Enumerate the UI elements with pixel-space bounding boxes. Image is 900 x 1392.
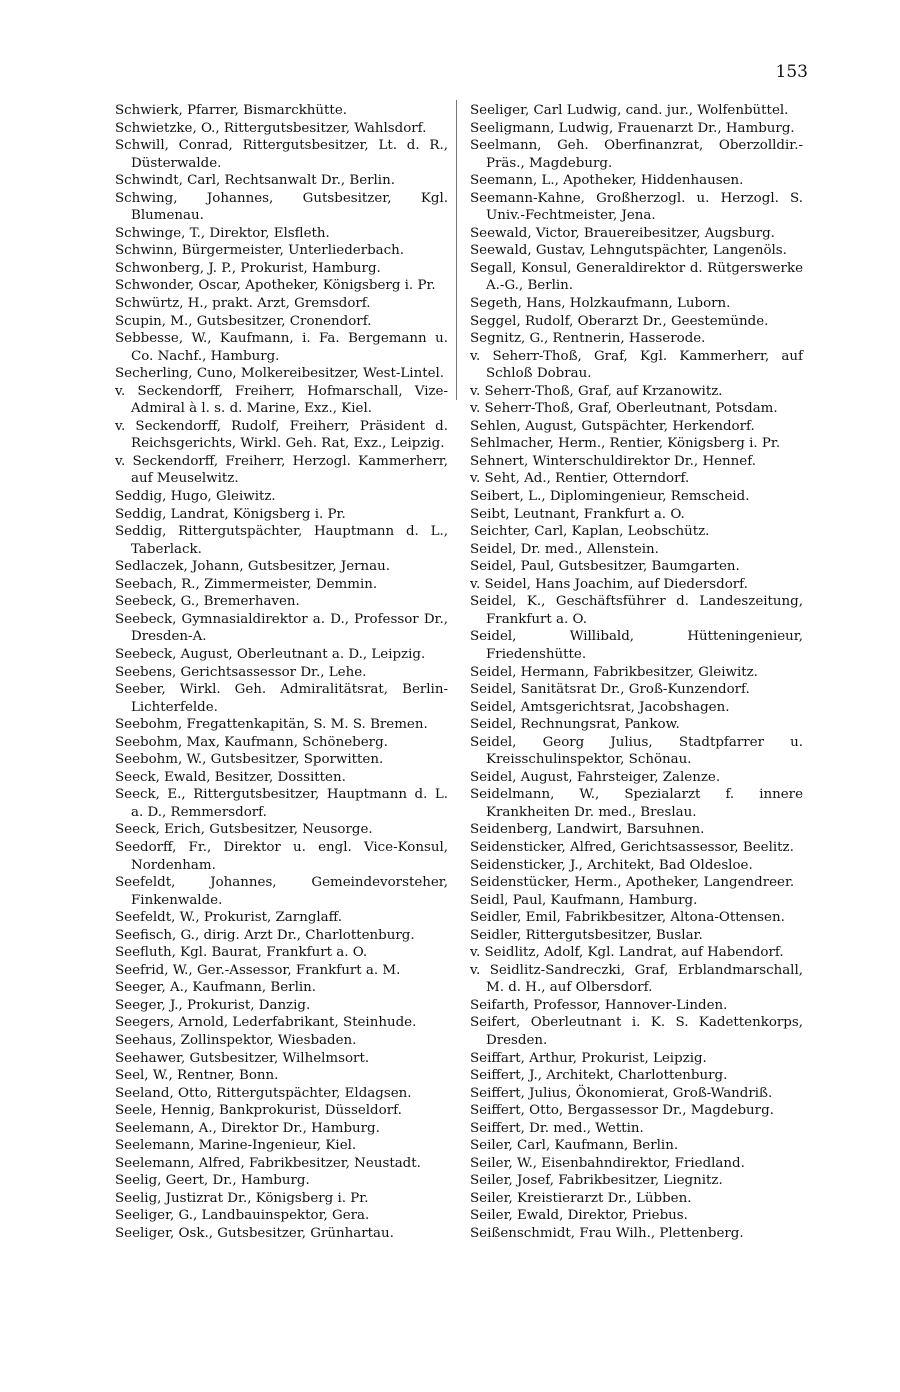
- directory-entry: Seidensticker, J., Architekt, Bad Oldesloe.: [470, 857, 753, 873]
- directory-entry: Seegers, Arnold, Lederfabrikant, Steinhude.: [115, 1015, 417, 1031]
- directory-entry: Seidel, K., Geschäftsführer d. Landeszeitung, Frankfurt a. O.: [470, 594, 803, 627]
- directory-entry: Seeber, Wirkl. Geh. Admiralitätsrat, Berlin-Lichterfelde.: [115, 682, 448, 715]
- directory-entry: v. Seherr-Thoß, Graf, Kgl. Kammerherr, auf Schloß Dobrau.: [470, 348, 803, 382]
- directory-entry: Seeger, A., Kaufmann, Berlin.: [115, 980, 317, 996]
- directory-entry: Secherling, Cuno, Molkereibesitzer, West-Lintel.: [115, 366, 445, 382]
- directory-entry: Seeliger, Carl Ludwig, cand. jur., Wolfenbüttel.: [470, 103, 789, 118]
- directory-entry: Seeger, J., Prokurist, Danzig.: [115, 997, 311, 1013]
- directory-entry: Seddig, Rittergutspächter, Hauptmann d. L., Taberlack.: [115, 524, 448, 557]
- directory-entry: v. Seckendorff, Freiherr, Herzogl. Kammerherr, auf Meuselwitz.: [115, 453, 448, 487]
- directory-entry: Seidel, Amtsgerichtsrat, Jacobshagen.: [470, 699, 730, 715]
- directory-entry: Seebeck, Gymnasialdirektor a. D., Professor Dr., Dresden-A.: [115, 611, 448, 645]
- directory-entry: Schwürtz, H., prakt. Arzt, Gremsdorf.: [115, 296, 371, 312]
- directory-entry: Seebohm, W., Gutsbesitzer, Sporwitten.: [115, 752, 384, 768]
- directory-entry: Seifert, Oberleutnant i. K. S. Kadettenkorps, Dresden.: [470, 1015, 803, 1048]
- directory-entry: Seefluth, Kgl. Baurat, Frankfurt a. O.: [115, 945, 368, 961]
- directory-entry: Seidelmann, W., Spezialarzt f. innere Krankheiten Dr. med., Breslau.: [470, 787, 803, 820]
- directory-entry: Seidel, Sanitätsrat Dr., Groß-Kunzendorf.: [470, 682, 750, 698]
- directory-entry: Schwonder, Oscar, Apotheker, Königsberg i. Pr.: [115, 278, 436, 294]
- directory-entry: Seebohm, Max, Kaufmann, Schöneberg.: [115, 734, 388, 750]
- directory-entry: Seiffert, Julius, Ökonomierat, Groß-Wandriß.: [470, 1085, 773, 1101]
- directory-entry: Segall, Konsul, Generaldirektor d. Rütgerswerke A.-G., Berlin.: [470, 260, 803, 294]
- right-column: [470, 102, 803, 1243]
- directory-entry: Schwonberg, J. P., Prokurist, Hamburg.: [115, 260, 381, 276]
- directory-entry: Seiler, Ewald, Direktor, Priebus.: [470, 1208, 688, 1224]
- directory-entry: Seebeck, August, Oberleutnant a. D., Leipzig.: [115, 646, 426, 662]
- directory-entry: Seelemann, Marine-Ingenieur, Kiel.: [115, 1138, 357, 1154]
- directory-entry: v. Seckendorff, Rudolf, Freiherr, Präsident d. Reichsgerichts, Wirkl. Geh. Rat, Exz., Leipzig.: [115, 418, 448, 452]
- directory-entry: Schwing, Johannes, Gutsbesitzer, Kgl. Blumenau.: [115, 190, 448, 224]
- directory-entry: Seelig, Geert, Dr., Hamburg.: [115, 1173, 310, 1189]
- directory-entry: Seibert, L., Diplomingenieur, Remscheid.: [470, 489, 750, 505]
- page-number: 153: [775, 62, 808, 82]
- directory-entry: Seiler, Josef, Fabrikbesitzer, Liegnitz.: [470, 1173, 723, 1189]
- directory-entry: Seidler, Rittergutsbesitzer, Buslar.: [470, 927, 703, 943]
- directory-entry: Segeth, Hans, Holzkaufmann, Luborn.: [470, 296, 731, 312]
- directory-entry: Seehaus, Zollinspektor, Wiesbaden.: [115, 1032, 357, 1048]
- directory-entry: Sehlen, August, Gutspächter, Herkendorf.: [470, 418, 755, 434]
- directory-entry: Seelig, Justizrat Dr., Königsberg i. Pr.: [115, 1190, 369, 1206]
- directory-entry: Seelemann, A., Direktor Dr., Hamburg.: [115, 1120, 380, 1136]
- directory-entry: Seidenberg, Landwirt, Barsuhnen.: [470, 822, 705, 838]
- directory-entry: Seebens, Gerichtsassessor Dr., Lehe.: [115, 664, 367, 680]
- directory-entry: Schwierk, Pfarrer, Bismarckhütte.: [115, 103, 347, 118]
- directory-entry: Seehawer, Gutsbesitzer, Wilhelmsort.: [115, 1050, 370, 1066]
- directory-entry: v. Seidel, Hans Joachim, auf Diedersdorf.: [470, 576, 748, 592]
- directory-entry: Seifarth, Professor, Hannover-Linden.: [470, 997, 728, 1013]
- directory-entry: Seiffert, Otto, Bergassessor Dr., Magdeburg.: [470, 1103, 774, 1119]
- directory-entry: Sehlmacher, Herm., Rentier, Königsberg i. Pr.: [470, 436, 781, 452]
- left-column: [115, 102, 448, 1243]
- directory-entry: Seebach, R., Zimmermeister, Demmin.: [115, 576, 378, 592]
- directory-entry: Seefeldt, Johannes, Gemeindevorsteher, Finkenwalde.: [115, 875, 448, 908]
- directory-entry: Seemann, L., Apotheker, Hiddenhausen.: [470, 173, 744, 189]
- directory-entry: Seeliger, Osk., Gutsbesitzer, Grünhartau.: [115, 1226, 394, 1241]
- directory-entry: Seidel, Rechnungsrat, Pankow.: [470, 717, 680, 733]
- directory-entry: Sebbesse, W., Kaufmann, i. Fa. Bergemann u. Co. Nachf., Hamburg.: [115, 331, 448, 364]
- directory-entry: Sehnert, Winterschuldirektor Dr., Hennef.: [470, 453, 756, 469]
- directory-entry: Seidel, Willibald, Hütteningenieur, Friedenshütte.: [470, 629, 803, 662]
- directory-entry: Seewald, Gustav, Lehngutspächter, Langenöls.: [470, 243, 787, 259]
- directory-entry: Schwindt, Carl, Rechtsanwalt Dr., Berlin.: [115, 173, 395, 189]
- directory-entry: Seidel, August, Fahrsteiger, Zalenze.: [470, 769, 721, 785]
- directory-entry: Seeck, Erich, Gutsbesitzer, Neusorge.: [115, 822, 373, 838]
- directory-entry: Seidel, Dr. med., Allenstein.: [470, 541, 659, 557]
- directory-entry: Segnitz, G., Rentnerin, Hasserode.: [470, 331, 706, 347]
- directory-entry: Seeck, Ewald, Besitzer, Dossitten.: [115, 769, 346, 785]
- directory-entry: Seebeck, G., Bremerhaven.: [115, 594, 300, 610]
- directory-entry: Seel, W., Rentner, Bonn.: [115, 1068, 279, 1084]
- directory-entry: Seiler, Carl, Kaufmann, Berlin.: [470, 1138, 679, 1154]
- directory-entry: Seelemann, Alfred, Fabrikbesitzer, Neustadt.: [115, 1155, 421, 1171]
- directory-entry: Schwietzke, O., Rittergutsbesitzer, Wahlsdorf.: [115, 120, 427, 136]
- directory-entry: Seggel, Rudolf, Oberarzt Dr., Geestemünde.: [470, 313, 769, 329]
- directory-entry: Seidensticker, Alfred, Gerichtsassessor, Beelitz.: [470, 839, 794, 855]
- directory-entry: Seeck, E., Rittergutsbesitzer, Hauptmann d. L. a. D., Remmersdorf.: [115, 787, 448, 820]
- directory-entry: Seefeldt, W., Prokurist, Zarnglaff.: [115, 910, 342, 926]
- directory-entry: Seibt, Leutnant, Frankfurt a. O.: [470, 506, 685, 522]
- directory-entry: v. Seht, Ad., Rentier, Otterndorf.: [470, 471, 690, 487]
- directory-entry: Seewald, Victor, Brauereibesitzer, Augsburg.: [470, 225, 775, 241]
- directory-entry: Schwill, Conrad, Rittergutsbesitzer, Lt. d. R., Düsterwalde.: [115, 138, 448, 171]
- directory-entry: Seedorff, Fr., Direktor u. engl. Vice-Konsul, Nordenham.: [115, 839, 448, 873]
- directory-entry: Seiffert, J., Architekt, Charlottenburg.: [470, 1068, 728, 1084]
- directory-entry: Seebohm, Fregattenkapitän, S. M. S. Bremen.: [115, 717, 428, 733]
- directory-entry: Seidenstücker, Herm., Apotheker, Langendreer.: [470, 875, 795, 891]
- directory-entry: v. Seidlitz-Sandreczki, Graf, Erblandmarschall, M. d. H., auf Olbersdorf.: [470, 962, 803, 996]
- directory-entry: Schwinge, T., Direktor, Elsfleth.: [115, 225, 330, 241]
- directory-entry: Seichter, Carl, Kaplan, Leobschütz.: [470, 524, 710, 540]
- directory-entry: Seidl, Paul, Kaufmann, Hamburg.: [470, 892, 698, 908]
- directory-entry: Seddig, Hugo, Gleiwitz.: [115, 489, 276, 505]
- directory-entry: Seiffart, Arthur, Prokurist, Leipzig.: [470, 1050, 707, 1066]
- directory-entry: Seeland, Otto, Rittergutspächter, Eldagsen.: [115, 1085, 412, 1101]
- directory-entry: Seddig, Landrat, Königsberg i. Pr.: [115, 506, 346, 522]
- directory-entry: Scupin, M., Gutsbesitzer, Cronendorf.: [115, 313, 372, 329]
- directory-entry: Sedlaczek, Johann, Gutsbesitzer, Jernau.: [115, 559, 391, 575]
- directory-entry: Seidel, Georg Julius, Stadtpfarrer u. Kreisschulinspektor, Schönau.: [470, 734, 803, 768]
- column-divider: [456, 100, 457, 400]
- directory-entry: Seidler, Emil, Fabrikbesitzer, Altona-Ottensen.: [470, 910, 785, 926]
- directory-entry: v. Seherr-Thoß, Graf, auf Krzanowitz.: [470, 383, 723, 399]
- directory-entry: Seiffert, Dr. med., Wettin.: [470, 1120, 644, 1136]
- directory-entry: Seefisch, G., dirig. Arzt Dr., Charlottenburg.: [115, 927, 415, 943]
- directory-entry: v. Seherr-Thoß, Graf, Oberleutnant, Potsdam.: [470, 401, 778, 417]
- directory-entry: Seißenschmidt, Frau Wilh., Plettenberg.: [470, 1226, 744, 1241]
- directory-entry: Seiler, W., Eisenbahndirektor, Friedland.: [470, 1155, 745, 1171]
- directory-entry: Seidel, Hermann, Fabrikbesitzer, Gleiwitz.: [470, 664, 758, 680]
- directory-entry: Seeligmann, Ludwig, Frauenarzt Dr., Hamburg.: [470, 120, 795, 136]
- directory-entry: Seele, Hennig, Bankprokurist, Düsseldorf.: [115, 1103, 402, 1119]
- directory-entry: v. Seidlitz, Adolf, Kgl. Landrat, auf Habendorf.: [470, 945, 784, 961]
- directory-entry: v. Seckendorff, Freiherr, Hofmarschall, Vize-Admiral à l. s. d. Marine, Exz., Kiel.: [115, 383, 448, 417]
- directory-entry: Seiler, Kreistierarzt Dr., Lübben.: [470, 1190, 692, 1206]
- directory-entry: Seeliger, G., Landbauinspektor, Gera.: [115, 1208, 370, 1224]
- directory-entry: Seidel, Paul, Gutsbesitzer, Baumgarten.: [470, 559, 740, 575]
- directory-entry: Schwinn, Bürgermeister, Unterliederbach.: [115, 243, 405, 259]
- directory-entry: Seemann-Kahne, Großherzogl. u. Herzogl. S. Univ.-Fechtmeister, Jena.: [470, 190, 803, 224]
- directory-entry: Seefrid, W., Ger.-Assessor, Frankfurt a. M.: [115, 962, 401, 978]
- directory-entry: Seelmann, Geh. Oberfinanzrat, Oberzolldir.-Präs., Magdeburg.: [470, 138, 803, 171]
